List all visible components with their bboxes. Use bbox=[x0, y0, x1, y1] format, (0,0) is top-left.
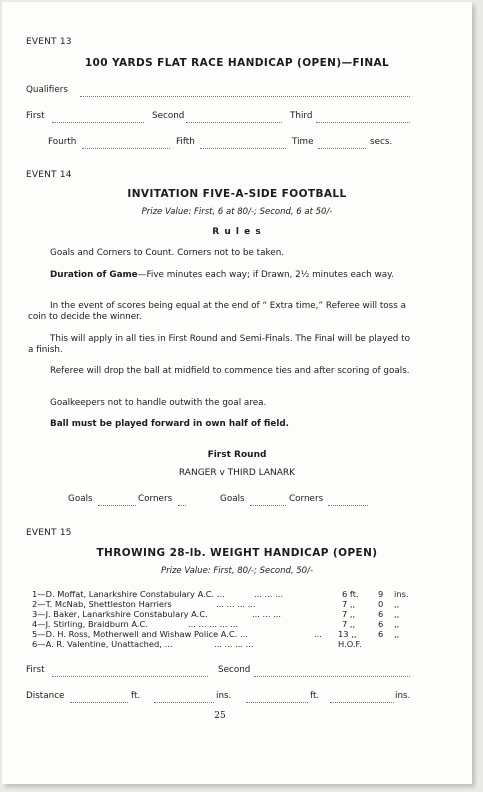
rule-midfield: Referee will drop the ball at midfield to commence ties and after scoring of goals. bbox=[50, 366, 410, 376]
entry-1-unit: ins. bbox=[394, 589, 409, 599]
entry-3-dots: ... ... ... bbox=[252, 609, 282, 619]
page-number: 25 bbox=[214, 711, 226, 721]
first-label: First bbox=[26, 111, 45, 121]
event-15-first-label: First bbox=[26, 665, 45, 675]
entry-1-ins: 9 bbox=[378, 589, 384, 599]
rule-goalkeepers: Goalkeepers not to handle outwith the goal area. bbox=[50, 398, 267, 408]
entry-1: 1—D. Moffat, Lanarkshire Constabulary A.C. ... bbox=[32, 589, 225, 599]
third-line[interactable] bbox=[316, 122, 410, 123]
corners-label-third-lanark: Corners bbox=[289, 494, 324, 504]
entry-5-unit: ,, bbox=[394, 629, 400, 639]
rule-ball-forward: Ball must be played forward in own half of field. bbox=[50, 419, 290, 429]
fourth-label: Fourth bbox=[48, 137, 77, 147]
goals-label-third-lanark: Goals bbox=[220, 494, 245, 504]
event-14-label: EVENT 14 bbox=[26, 170, 72, 180]
entry-4-unit: ,, bbox=[394, 619, 400, 629]
time-line[interactable] bbox=[318, 148, 366, 149]
distance-ft-line-second[interactable] bbox=[246, 702, 308, 703]
entry-3-ft: 7 ,, bbox=[342, 609, 356, 619]
entry-4: 4—J. Stirling, Braidburn A.C. bbox=[32, 619, 148, 629]
entry-2-unit: ,, bbox=[394, 599, 400, 609]
distance-label-first: Distance bbox=[26, 691, 65, 701]
ft-label-second: ft. bbox=[310, 691, 320, 701]
entry-5-dots: ... bbox=[314, 629, 322, 639]
ft-label-first: ft. bbox=[131, 691, 141, 701]
event-15-first-line[interactable] bbox=[52, 676, 208, 677]
entry-5: 5—D. H. Ross, Motherwell and Wishaw Police A.C. ... bbox=[32, 629, 248, 639]
entry-3-unit: ,, bbox=[394, 609, 400, 619]
time-label: Time bbox=[292, 137, 314, 147]
entry-5-ft: 13 ,, bbox=[338, 629, 357, 639]
entry-2-ft: 7 ,, bbox=[342, 599, 356, 609]
rule-goals-corners: Goals and Corners to Count. Corners not to be taken. bbox=[50, 248, 285, 258]
entry-1-ft: 6 ft. bbox=[342, 589, 359, 599]
event-15-prize: Prize Value: First, 80/-; Second, 50/- bbox=[160, 566, 314, 576]
fifth-label: Fifth bbox=[176, 137, 195, 147]
rule-duration bbox=[28, 270, 416, 281]
event-14-prize: Prize Value: First, 6 at 80/-; Second, 6 at 50/- bbox=[141, 207, 333, 217]
event-15-second-line[interactable] bbox=[254, 676, 410, 677]
event-15-title: THROWING 28-lb. WEIGHT HANDICAP (OPEN) bbox=[96, 547, 378, 559]
third-label: Third bbox=[290, 111, 313, 121]
match-ranger-v-third-lanark: RANGER v THIRD LANARK bbox=[178, 468, 296, 478]
corners-line-ranger[interactable] bbox=[178, 505, 186, 506]
duration-bold: Duration of Game bbox=[50, 270, 138, 280]
fifth-line[interactable] bbox=[200, 148, 286, 149]
ins-label-first: ins. bbox=[216, 691, 232, 701]
entry-1-dots: ... ... ... bbox=[254, 589, 284, 599]
entry-5-ins: 6 bbox=[378, 629, 384, 639]
entry-3-ins: 6 bbox=[378, 609, 384, 619]
goals-label-ranger: Goals bbox=[68, 494, 93, 504]
rule-ties: This will apply in all ties in First Round and Semi-Finals. The Final will be played to a finish. bbox=[28, 334, 411, 355]
event-13-label: EVENT 13 bbox=[26, 37, 72, 47]
first-round-heading: First Round bbox=[207, 450, 267, 460]
goals-line-third-lanark[interactable] bbox=[250, 505, 286, 506]
goals-line-ranger[interactable] bbox=[98, 505, 136, 506]
distance-ins-line-second[interactable] bbox=[330, 702, 394, 703]
distance-ins-line-first[interactable] bbox=[154, 702, 214, 703]
rules-heading: R u l e s bbox=[212, 227, 262, 237]
event-15-label: EVENT 15 bbox=[26, 528, 72, 538]
entry-2-ins: 0 bbox=[378, 599, 384, 609]
duration-text: —Five minutes each way; if Drawn, 2½ minutes each way. bbox=[137, 270, 394, 280]
entry-4-ins: 6 bbox=[378, 619, 384, 629]
program-page bbox=[2, 2, 472, 784]
entry-4-ft: 7 ,, bbox=[342, 619, 356, 629]
fourth-line[interactable] bbox=[82, 148, 170, 149]
qualifiers-line[interactable] bbox=[80, 96, 410, 97]
corners-line-third-lanark[interactable] bbox=[328, 505, 368, 506]
first-line[interactable] bbox=[52, 122, 144, 123]
second-label: Second bbox=[152, 111, 185, 121]
qualifiers-label: Qualifiers bbox=[26, 85, 68, 95]
event-13-title: 100 YARDS FLAT RACE HANDICAP (OPEN)—FINAL bbox=[84, 57, 390, 69]
entry-2-dots: ... ... ... ... bbox=[216, 599, 256, 609]
distance-ft-line-first[interactable] bbox=[70, 702, 128, 703]
ins-label-second: ins. bbox=[395, 691, 411, 701]
secs-label: secs. bbox=[370, 137, 393, 147]
second-line[interactable] bbox=[186, 122, 282, 123]
entry-3: 3—J. Baker, Lanarkshire Constabulary A.C. bbox=[32, 609, 208, 619]
rule-extra-time: In the event of scores being equal at the end of “ Extra time,” Referee will toss a coin to decide the winner. bbox=[28, 301, 407, 322]
entry-6: 6—A. R. Valentine, Unattached, ... bbox=[32, 639, 173, 649]
entry-6-ft: H.O.F. bbox=[338, 639, 362, 649]
entry-4-dots: ... ... ... ... ... bbox=[188, 619, 239, 629]
entry-2: 2—T. McNab, Shettleston Harriers bbox=[32, 599, 172, 609]
entry-6-dots: ... ... ... ... bbox=[214, 639, 254, 649]
corners-label-ranger: Corners bbox=[138, 494, 173, 504]
event-14-title: INVITATION FIVE-A-SIDE FOOTBALL bbox=[127, 188, 347, 200]
event-15-second-label: Second bbox=[218, 665, 251, 675]
